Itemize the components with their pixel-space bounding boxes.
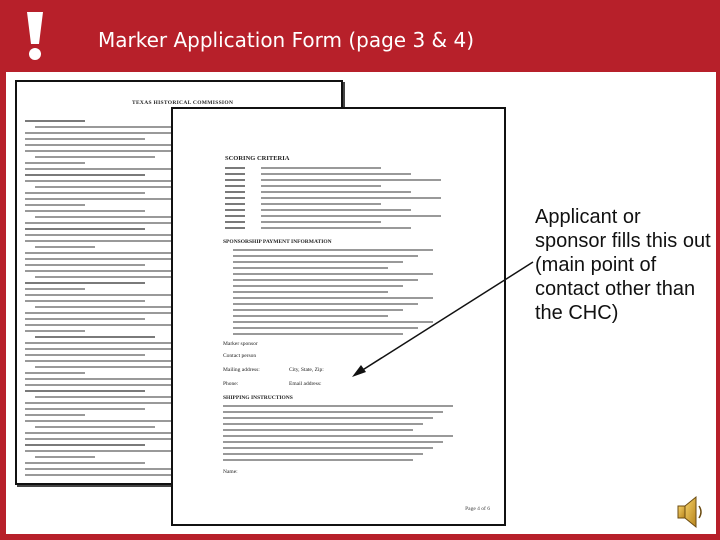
- text-line: [35, 366, 185, 368]
- text-line: [25, 252, 175, 254]
- exclamation-logo-icon: [22, 10, 48, 62]
- city-state-zip-label: City, State, Zip:: [289, 367, 324, 373]
- text-line: [25, 348, 175, 350]
- text-line: [35, 246, 95, 248]
- text-line: [223, 423, 423, 425]
- text-line: [223, 453, 423, 455]
- text-line: [233, 273, 433, 275]
- text-line: [233, 261, 403, 263]
- text-line: [25, 144, 175, 146]
- text-line: [25, 162, 85, 164]
- text-line: [25, 324, 175, 326]
- scoring-criteria-heading: SCORING CRITERIA: [225, 155, 290, 162]
- text-line: [25, 132, 175, 134]
- text-line: [233, 279, 418, 281]
- text-line: [225, 197, 245, 199]
- text-line: [25, 342, 175, 344]
- marker-sponsor-label: Marker sponsor: [223, 341, 258, 347]
- text-line: [225, 173, 245, 175]
- speaker-icon[interactable]: [676, 494, 706, 530]
- text-line: [25, 390, 145, 392]
- text-line: [233, 333, 403, 335]
- text-line: [25, 300, 145, 302]
- text-line: [25, 264, 145, 266]
- text-line: [223, 405, 453, 407]
- text-line: [25, 174, 145, 176]
- text-line: [35, 336, 155, 338]
- text-line: [25, 270, 175, 272]
- text-line: [225, 221, 245, 223]
- text-line: [223, 441, 443, 443]
- text-line: [233, 297, 433, 299]
- phone-label: Phone:: [223, 381, 239, 387]
- frame-bottom: [0, 534, 720, 540]
- text-line: [261, 221, 381, 223]
- text-line: [25, 384, 175, 386]
- text-line: [35, 276, 185, 278]
- text-line: [225, 167, 245, 169]
- text-line: [25, 258, 175, 260]
- text-line: [25, 462, 145, 464]
- text-line: [233, 285, 403, 287]
- text-line: [25, 222, 175, 224]
- text-line: [25, 282, 145, 284]
- text-line: [25, 474, 175, 476]
- text-line: [25, 150, 175, 152]
- text-line: [225, 227, 245, 229]
- slide-title: Marker Application Form (page 3 & 4): [98, 28, 475, 52]
- shipping-section-heading: SHIPPING INSTRUCTIONS: [223, 395, 293, 401]
- text-line: [261, 203, 381, 205]
- contact-person-label: Contact person: [223, 353, 257, 359]
- text-line: [25, 444, 145, 446]
- text-line: [223, 459, 413, 461]
- text-line: [223, 435, 453, 437]
- text-line: [25, 210, 145, 212]
- text-line: [25, 192, 145, 194]
- text-line: [233, 309, 403, 311]
- frame-left: [0, 72, 6, 540]
- text-line: [223, 411, 443, 413]
- mailing-address-label: Mailing address:: [223, 367, 260, 373]
- text-line: [233, 267, 388, 269]
- name-label: Name:: [223, 469, 238, 475]
- text-line: [261, 179, 441, 181]
- text-line: [25, 180, 175, 182]
- payment-section-heading: SPONSORSHIP PAYMENT INFORMATION: [223, 239, 332, 245]
- text-line: [35, 306, 185, 308]
- text-line: [25, 468, 175, 470]
- text-line: [25, 372, 85, 374]
- text-line: [261, 215, 441, 217]
- text-line: [35, 216, 185, 218]
- text-line: [25, 288, 85, 290]
- text-line: [25, 414, 85, 416]
- text-line: [233, 291, 388, 293]
- text-line: [25, 360, 175, 362]
- text-line: [25, 330, 85, 332]
- text-line: [35, 126, 185, 128]
- text-line: [223, 429, 413, 431]
- title-bar: [0, 0, 720, 72]
- text-line: [223, 417, 433, 419]
- text-line: [25, 432, 175, 434]
- text-line: [25, 354, 145, 356]
- text-line: [25, 402, 175, 404]
- text-line: [35, 426, 155, 428]
- text-line: [261, 173, 411, 175]
- text-line: [233, 321, 433, 323]
- text-line: [261, 197, 441, 199]
- text-line: [233, 249, 433, 251]
- text-line: [25, 420, 175, 422]
- text-line: [25, 168, 175, 170]
- text-line: [261, 167, 381, 169]
- text-line: [35, 396, 185, 398]
- text-line: [25, 318, 145, 320]
- form-page-4: [171, 107, 506, 526]
- text-line: [35, 156, 155, 158]
- text-line: [223, 447, 433, 449]
- text-line: [233, 255, 418, 257]
- text-line: [225, 209, 245, 211]
- text-line: [25, 438, 175, 440]
- text-line: [225, 191, 245, 193]
- text-line: [225, 179, 245, 181]
- email-address-label: Email address:: [289, 381, 322, 387]
- annotation-note: Applicant or sponsor fills this out (main point of contact other than the CHC): [535, 206, 711, 324]
- text-line: [25, 198, 175, 200]
- text-line: [25, 138, 145, 140]
- text-line: [233, 315, 388, 317]
- text-line: [35, 186, 185, 188]
- text-line: [233, 303, 418, 305]
- text-line: [261, 191, 411, 193]
- text-line: [35, 456, 95, 458]
- text-line: [25, 120, 85, 122]
- text-line: [25, 204, 85, 206]
- text-line: [25, 378, 175, 380]
- frame-right: [716, 72, 720, 540]
- text-line: [233, 327, 418, 329]
- text-line: [25, 234, 175, 236]
- page-number: Page 4 of 6: [465, 506, 490, 512]
- text-line: [25, 312, 175, 314]
- text-line: [261, 209, 411, 211]
- text-line: [225, 185, 245, 187]
- text-line: [25, 408, 145, 410]
- text-line: [25, 240, 175, 242]
- text-line: [25, 450, 175, 452]
- text-line: [25, 228, 145, 230]
- page3-heading: TEXAS HISTORICAL COMMISSION: [132, 100, 234, 106]
- text-line: [225, 215, 245, 217]
- text-line: [261, 185, 381, 187]
- text-line: [25, 294, 175, 296]
- text-line: [225, 203, 245, 205]
- text-line: [261, 227, 411, 229]
